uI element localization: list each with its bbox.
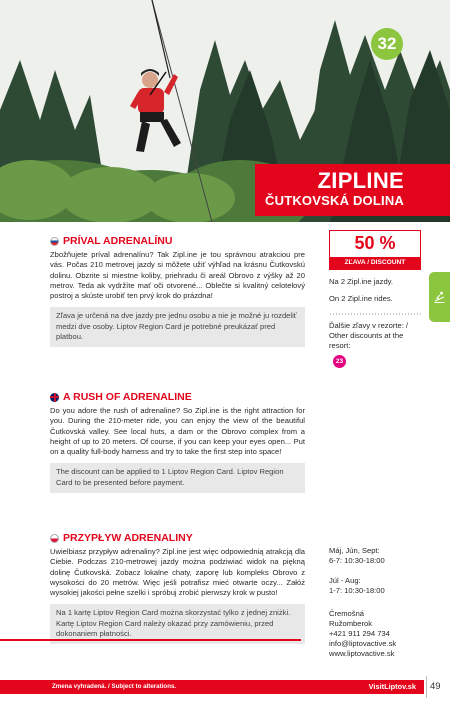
section-heading-text: PRÍVAL ADRENALÍNU <box>63 235 173 247</box>
phone-number[interactable]: +421 911 294 734 <box>329 629 390 638</box>
dotted-divider <box>329 313 421 315</box>
discount-text-sk: Na 2 Zipl.ine jazdy. <box>329 277 394 286</box>
section-heading <box>50 235 305 247</box>
hours-1-value: 6-7: 10:30-18:00 <box>329 556 385 565</box>
section-heading-text: A RUSH OF ADRENALINE <box>63 391 192 403</box>
section-body: Uwielbiasz przypływ adrenaliny? Zipl.ine jest więc odpowiednią atrakcją dla Ciebie. Podczas 210-metrowej jazdy można podziwiać widok na piękną dolinę Čutkovská. Zobacz lokalne chaty, zaporę lub kompleks Obrovo z wysokości do 20 metrów. Więc jeśli potrafisz mieć otwarte oczy... Załóż wysokiej jakości pełne szelki i spróbuj zrobić pierwszy krok w pusto! <box>50 547 305 598</box>
opening-hours <box>329 546 421 596</box>
email-link[interactable]: info@liptovactive.sk <box>329 639 397 648</box>
title-block <box>255 164 450 216</box>
section-body: Zbožňujete príval adrenalínu? Tak Zipl.ine je tou správnou atrakciou pre vás. Počas 210 metrovej jazdy si môžete užiť výhľad na krásnu Čutkovskú dolinu. Obzrite si miestne koliby, priehradu či areál Obrovo z výšky až 20 metrov. Teda ak vydržíte mať oči otvorené... Oblečte si kvalitný celotelový postroj a skúste urobiť ten prvý krok do prázdna! <box>50 250 305 301</box>
section-body: Do you adore the rush of adrenaline? So Zipl.ine is the right attraction for you. During the 210-meter ride, you can enjoy the view of the beautiful Čutkovská valley. See local huts, a dam or the Obrovo complex from a height of up to 20 meters. Of course, if you can keep your eyes open... Put on a quality full-body harness and try to take the first step into space! <box>50 406 305 457</box>
page-subtitle: ČUTKOVSKÁ DOLINA <box>265 193 404 208</box>
section-heading-text: PRZYPŁYW ADRENALINY <box>63 532 193 544</box>
section-note: Na 1 kartę Liptov Region Card można skorzystać tylko z jednej zniżki. Kartę Liptov Region Card należy okazać przy zamówieniu, przed dokonaniem płatności. <box>50 604 305 644</box>
section-slovak <box>50 235 305 347</box>
section-note: Zľava je určená na dve jazdy pre jednu osobu a nie je možné ju rozdeliť medzi dve osoby. Liptov Region Card je potrebné preukázať pred platbou. <box>50 307 305 347</box>
section-polish <box>50 532 305 644</box>
other-discount-badge[interactable]: 23 <box>333 355 346 368</box>
website-link[interactable]: www.liptovactive.sk <box>329 649 395 658</box>
page-badge: 32 <box>371 28 403 60</box>
footer-site-link[interactable]: VisitLiptov.sk <box>368 682 416 691</box>
hours-1-label: Máj, Jún, Sept: <box>329 546 380 555</box>
discount-box <box>329 230 421 270</box>
discount-value: 50 % <box>354 233 396 253</box>
pl-flag-icon <box>50 534 59 543</box>
ski-icon <box>433 291 446 304</box>
bottom-divider <box>0 639 301 641</box>
page-title: ZIPLINE <box>317 168 404 193</box>
discount-text-en: On 2 Zipl.ine rides. <box>329 294 393 303</box>
gb-flag-icon <box>50 393 59 402</box>
footer-bar <box>0 680 424 694</box>
hours-2-label: Júl - Aug: <box>329 576 361 585</box>
page-number: 49 <box>430 681 441 692</box>
section-english <box>50 391 305 493</box>
section-heading <box>50 391 305 403</box>
contact-info <box>329 609 421 659</box>
address-line-1: Čremošná <box>329 609 365 618</box>
address-line-2: Ružomberok <box>329 619 373 628</box>
sk-flag-icon <box>50 237 59 246</box>
discount-label: ZĽAVA / DISCOUNT <box>330 257 420 269</box>
section-heading <box>50 532 305 544</box>
hours-2-value: 1-7: 10:30-18:00 <box>329 586 385 595</box>
footer-note: Zmena vyhradená. / Subject to alterations. <box>52 683 177 690</box>
section-note: The discount can be applied to 1 Liptov Region Card. Liptov Region Card to be presented before payment. <box>50 463 305 493</box>
category-tab[interactable] <box>429 272 450 322</box>
other-discounts-text: Ďalšie zľavy v rezorte: / Other discounts at the resort: <box>329 321 409 350</box>
page-number-separator <box>426 676 427 698</box>
